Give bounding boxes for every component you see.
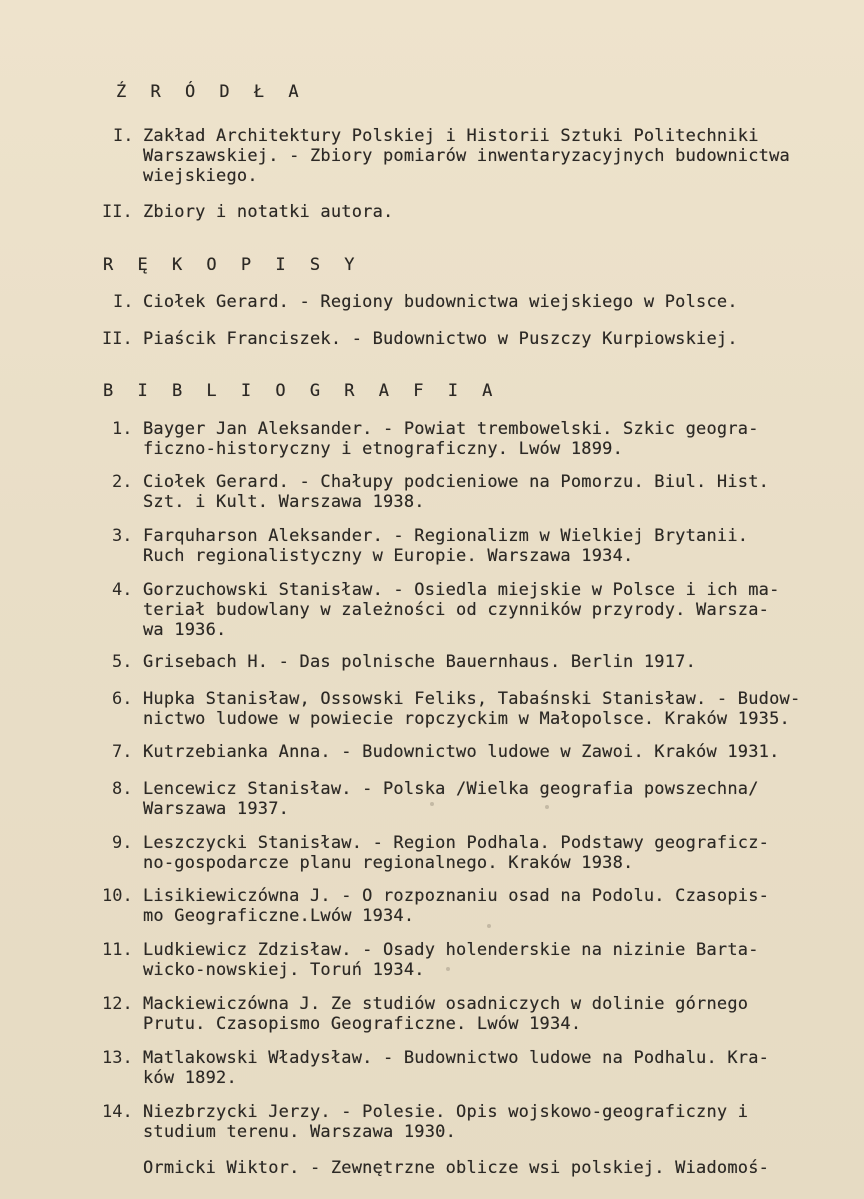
bib-item-1-line-1: Bayger Jan Aleksander. - Powiat trembowelski. Szkic geogra- bbox=[143, 419, 759, 439]
bib-item-9-line-2: no-gospodarcze planu regionalnego. Kraków 1938. bbox=[143, 853, 634, 873]
rekopisy-item-2-line-1: Piaścik Franciszek. - Budownictwo w Puszczy Kurpiowskiej. bbox=[143, 329, 738, 349]
bib-item-14-line-1: Niezbrzycki Jerzy. - Polesie. Opis wojskowo-geograficzny i bbox=[143, 1102, 749, 1122]
bib-item-1-line-2: ficzno-historyczny i etnograficzny. Lwów 1899. bbox=[143, 439, 624, 459]
ink-speck bbox=[430, 802, 434, 806]
bib-item-12-line-2: Prutu. Czasopismo Geograficzne. Lwów 1934. bbox=[143, 1014, 582, 1034]
bib-item-7-line-1: Kutrzebianka Anna. - Budownictwo ludowe w Zawoi. Kraków 1931. bbox=[143, 742, 780, 762]
bib-item-13-line-1: Matlakowski Władysław. - Budownictwo ludowe na Podhalu. Kra- bbox=[143, 1048, 770, 1068]
bib-item-10-number: 10. bbox=[102, 886, 133, 906]
bib-item-7-number: 7. bbox=[112, 742, 133, 762]
zrodla-item-1-line-2: Warszawskiej. - Zbiory pomiarów inwentaryzacyjnych budownictwa bbox=[143, 146, 790, 166]
bib-item-9-number: 9. bbox=[112, 833, 133, 853]
bib-item-13-number: 13. bbox=[102, 1048, 133, 1068]
bib-item-2-line-1: Ciołek Gerard. - Chałupy podcieniowe na Pomorzu. Biul. Hist. bbox=[143, 472, 770, 492]
bib-item-1-number: 1. bbox=[112, 419, 133, 439]
zrodla-item-2-line-1: Zbiory i notatki autora. bbox=[143, 202, 394, 222]
ink-speck bbox=[545, 805, 549, 809]
rekopisy-item-1-line-1: Ciołek Gerard. - Regiony budownictwa wiejskiego w Polsce. bbox=[143, 292, 738, 312]
bib-item-11-line-2: wicko-nowskiej. Toruń 1934. bbox=[143, 960, 425, 980]
bib-item-8-number: 8. bbox=[112, 779, 133, 799]
zrodla-item-1-line-3: wiejskiego. bbox=[143, 166, 258, 186]
bib-item-14-line-2: studium terenu. Warszawa 1930. bbox=[143, 1122, 457, 1142]
ink-speck bbox=[446, 967, 450, 971]
bib-item-8-line-2: Warszawa 1937. bbox=[143, 799, 290, 819]
zrodla-item-1-line-1: Zakład Architektury Polskiej i Historii Sztuki Politechniki bbox=[143, 126, 759, 146]
bib-item-10-line-1: Lisikiewiczówna J. - O rozpoznaniu osad na Podolu. Czasopis- bbox=[143, 886, 770, 906]
bib-item-3-line-2: Ruch regionalistyczny w Europie. Warszawa 1934. bbox=[143, 546, 634, 566]
bib-item-10-line-2: mo Geograficzne.Lwów 1934. bbox=[143, 906, 415, 926]
bib-item-8-line-1: Lencewicz Stanisław. - Polska /Wielka geografia powszechna/ bbox=[143, 779, 759, 799]
bib-item-15-line-1: Ormicki Wiktor. - Zewnętrzne oblicze wsi polskiej. Wiadomoś- bbox=[143, 1158, 770, 1178]
zrodla-item-2-number: II. bbox=[102, 202, 133, 222]
bib-item-4-number: 4. bbox=[112, 580, 133, 600]
heading-bibliografia: B I B L I O G R A F I A bbox=[103, 381, 500, 401]
bib-item-3-number: 3. bbox=[112, 526, 133, 546]
bib-item-11-number: 11. bbox=[102, 940, 133, 960]
bib-item-13-line-2: ków 1892. bbox=[143, 1068, 237, 1088]
bib-item-4-line-3: wa 1936. bbox=[143, 620, 227, 640]
bib-item-4-line-1: Gorzuchowski Stanisław. - Osiedla miejskie w Polsce i ich ma- bbox=[143, 580, 780, 600]
bib-item-6-number: 6. bbox=[112, 689, 133, 709]
rekopisy-item-2-number: II. bbox=[102, 329, 133, 349]
bib-item-9-line-1: Leszczycki Stanisław. - Region Podhala. Podstawy geograficz- bbox=[143, 833, 770, 853]
ink-speck bbox=[487, 924, 491, 928]
bib-item-6-line-1: Hupka Stanisław, Ossowski Feliks, Tabaśnski Stanisław. - Budow- bbox=[143, 689, 801, 709]
bib-item-2-line-2: Szt. i Kult. Warszawa 1938. bbox=[143, 492, 425, 512]
bib-item-11-line-1: Ludkiewicz Zdzisław. - Osady holenderskie na nizinie Barta- bbox=[143, 940, 759, 960]
bib-item-5-number: 5. bbox=[112, 652, 133, 672]
bib-item-3-line-1: Farquharson Aleksander. - Regionalizm w Wielkiej Brytanii. bbox=[143, 526, 749, 546]
bib-item-2-number: 2. bbox=[112, 472, 133, 492]
bib-item-6-line-2: nictwo ludowe w powiecie ropczyckim w Małopolsce. Kraków 1935. bbox=[143, 709, 790, 729]
bib-item-4-line-2: teriał budowlany w zależności od czynników przyrody. Warsza- bbox=[143, 600, 770, 620]
heading-rekopisy: R Ę K O P I S Y bbox=[103, 255, 362, 275]
heading-zrodla: Ź R Ó D Ł A bbox=[116, 82, 306, 102]
rekopisy-item-1-number: I. bbox=[113, 292, 134, 312]
bib-item-5-line-1: Grisebach H. - Das polnische Bauernhaus. Berlin 1917. bbox=[143, 652, 697, 672]
bib-item-12-line-1: Mackiewiczówna J. Ze studiów osadniczych w dolinie górnego bbox=[143, 994, 749, 1014]
bib-item-14-number: 14. bbox=[102, 1102, 133, 1122]
bib-item-12-number: 12. bbox=[102, 994, 133, 1014]
zrodla-item-1-number: I. bbox=[113, 126, 134, 146]
